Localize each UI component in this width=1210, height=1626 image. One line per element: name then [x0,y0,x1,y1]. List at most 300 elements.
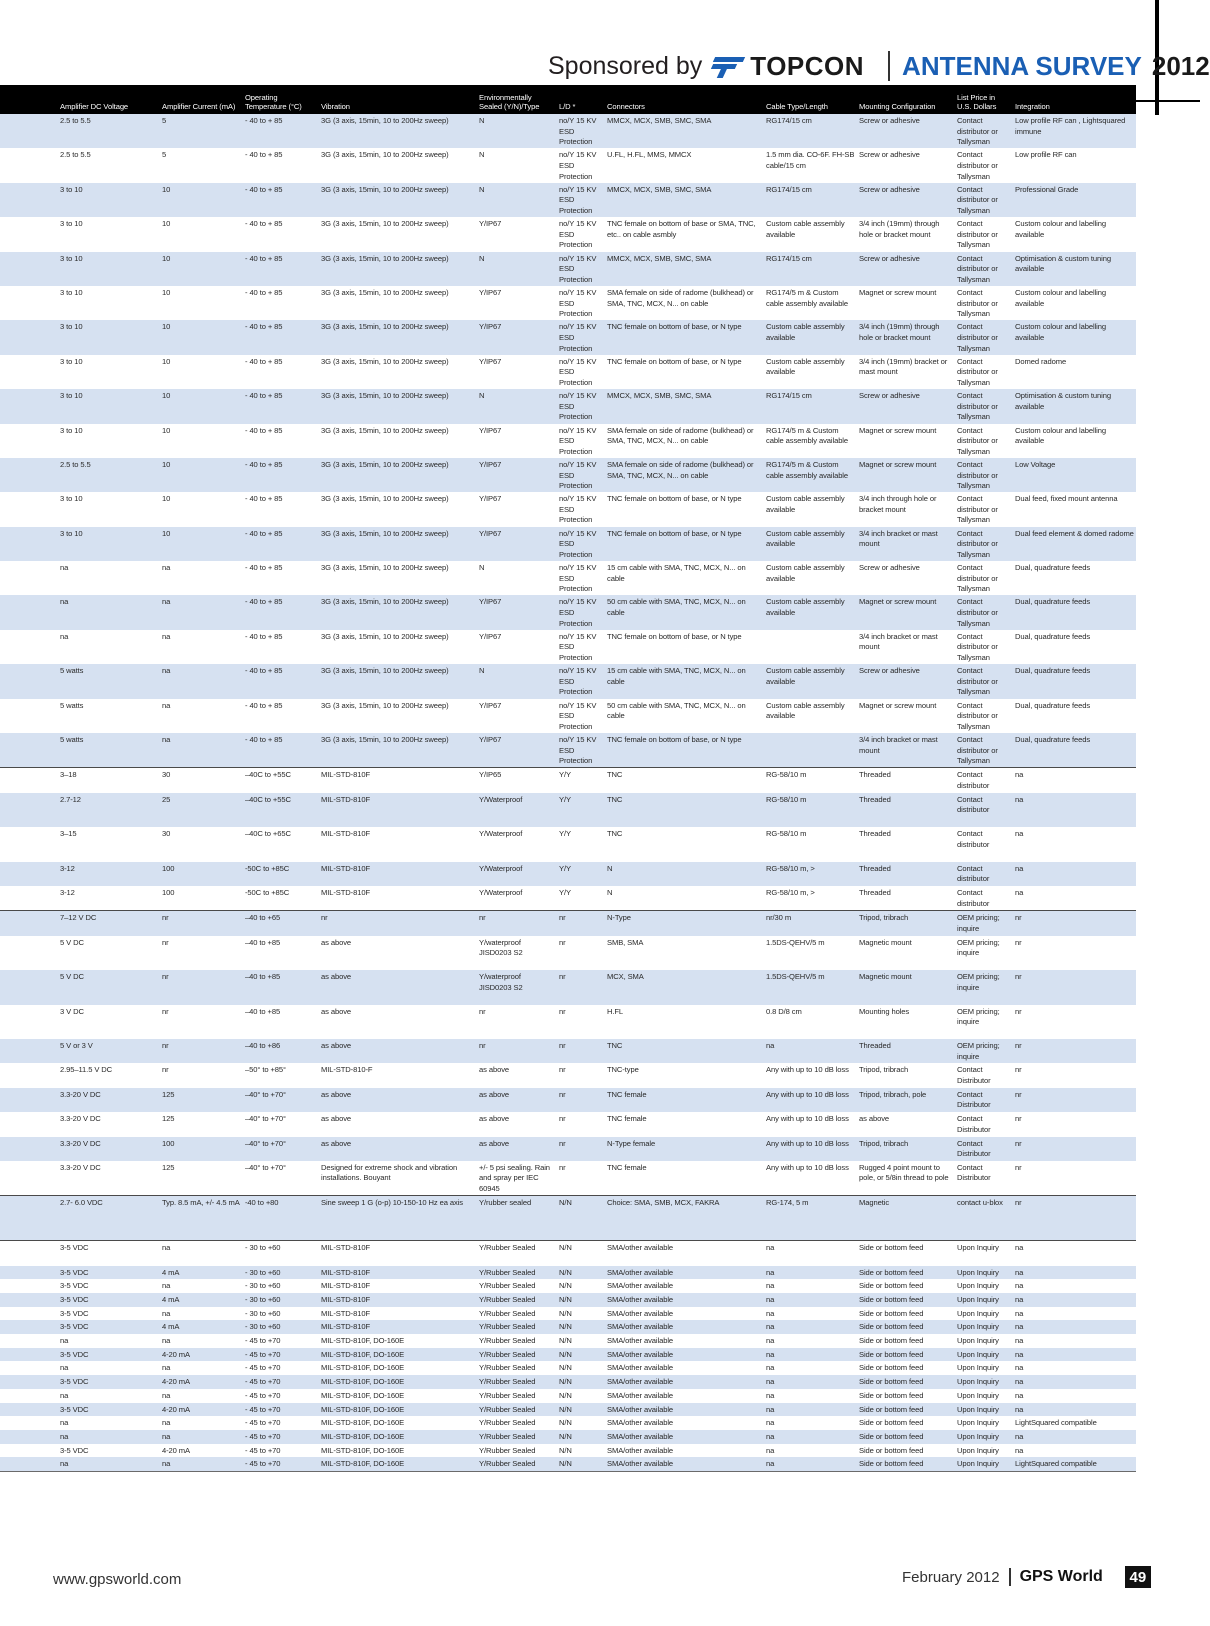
table-row [0,114,1136,148]
cell-list-price: Contact distributor or Tallysman [957,494,998,525]
cell-environmentally-sealed: Y/Rubber Sealed [477,1403,557,1417]
cell-ld: no/Y 15 KV ESD Protection [557,527,605,561]
cell-mounting: Rugged 4 point mount to pole, or 5/8in thread to pole [859,1162,949,1183]
cell-environmentally-sealed: +/- 5 psi sealing. Rain and spray per IEC 60945 [479,1162,550,1194]
cell-list-price: Contact distributor [957,829,990,849]
cell-integration: Custom colour and labelling available [1015,219,1107,239]
cell-environmentally-sealed: N [477,114,557,148]
cell-amplifier-current: 5 [162,150,167,160]
cell-environmentally-sealed: Y/IP67 [479,219,502,229]
cell-ld: no/Y 15 KV ESD Protection [559,425,597,456]
cell-environmentally-sealed: as above [477,1088,557,1112]
cell-mounting: Side or bottom feed [859,1363,924,1373]
cell-ld: N/N [557,1196,605,1241]
cell-environmentally-sealed: Y/Rubber Sealed [477,1320,557,1334]
cell-connectors: SMA/other available [607,1418,674,1428]
cell-amplifier-voltage: 3-12 [0,862,160,886]
cell-mounting: Tripod, tribrach [857,1137,955,1161]
cell-cable-type: 1.5DS-QEHV/5 m [764,970,857,1004]
cell-vibration: MIL-STD-810F, DO-160E [321,1336,405,1346]
cell-list-price: OEM pricing; inquire [955,970,1013,1004]
cell-ld: N/N [559,1281,572,1291]
cell-environmentally-sealed: Y/Rubber Sealed [479,1363,536,1373]
cell-vibration: 3G (3 axis, 15min, 10 to 200Hz sweep) [319,252,477,286]
survey-title: ANTENNA SURVEY [902,50,1142,81]
cell-vibration: 3G (3 axis, 15min, 10 to 200Hz sweep) [319,595,477,629]
cell-mounting: Side or bottom feed [859,1390,924,1400]
cell-mounting: Magnet or screw mount [859,700,937,710]
cell-cable-type: Custom cable assembly available [766,494,845,514]
cell-operating-temperature: - 30 to +60 [243,1241,319,1266]
cell-mounting: Tripod, tribrach [857,911,955,936]
cell-operating-temperature: - 40 to + 85 [245,425,283,435]
cell-amplifier-current: 30 [160,768,243,793]
cell-vibration: 3G (3 axis, 15min, 10 to 200Hz sweep) [321,356,449,366]
cell-environmentally-sealed: as above [477,1137,557,1161]
cell-vibration: 3G (3 axis, 15min, 10 to 200Hz sweep) [321,700,449,710]
cell-list-price: Contact distributor or Tallysman [955,183,1013,217]
cell-integration: Optimisation & custom tuning available [1013,252,1136,286]
cell-ld: no/Y 15 KV ESD Protection [557,733,605,768]
cell-integration: Dual, quadrature feeds [1013,664,1136,698]
cell-connectors: SMA/other available [607,1390,674,1400]
cell-operating-temperature: - 40 to + 85 [243,527,319,561]
cell-ld: no/Y 15 KV ESD Protection [559,563,597,594]
cell-list-price: Upon Inquiry [957,1445,999,1455]
cell-vibration: MIL-STD-810F, DO-160E [321,1418,405,1428]
cell-vibration: 3G (3 axis, 15min, 10 to 200Hz sweep) [321,150,449,160]
cell-environmentally-sealed: Y/IP67 [479,287,502,297]
cell-amplifier-voltage: na [60,1363,69,1373]
cell-integration: na [1013,862,1136,886]
cell-environmentally-sealed: Y/IP67 [477,458,557,492]
cell-mounting: Screw or adhesive [857,389,955,423]
cell-environmentally-sealed: Y/waterproof JISD0203 S2 [477,970,557,1004]
table-row [0,1444,1136,1458]
cell-amplifier-current: nr [160,911,243,936]
cell-operating-temperature: - 40 to + 85 [243,114,319,148]
cell-vibration: MIL-STD-810F, DO-160E [319,1348,477,1362]
table-row [0,911,1136,936]
cell-amplifier-current: nr [162,1065,169,1075]
table-row [0,1112,1136,1136]
cell-integration: nr [1013,1039,1136,1063]
cell-list-price: Contact distributor or Tallysman [957,700,998,731]
cell-cable-type: RG-58/10 m [766,829,807,839]
cell-amplifier-current: na [160,664,243,698]
cell-ld: Y/Y [559,829,571,839]
cell-ld: no/Y 15 KV ESD Protection [559,494,597,525]
cell-operating-temperature: –50° to +85° [245,1065,286,1075]
cell-list-price: Upon Inquiry [955,1457,1013,1471]
cell-integration: Dual, quadrature feeds [1015,631,1091,641]
cell-amplifier-current: na [162,1336,171,1346]
table-row [0,630,1136,664]
cell-connectors: SMA/other available [607,1336,674,1346]
table-row [0,320,1136,354]
cell-integration: na [1013,768,1136,793]
cell-amplifier-voltage: 3 to 10 [0,252,160,286]
cell-mounting: Screw or adhesive [857,664,955,698]
cell-amplifier-voltage: 5 V DC [60,937,84,947]
cell-integration: Custom colour and labelling available [1015,287,1107,308]
cell-cable-type: na [764,1430,857,1444]
cell-list-price: Contact Distributor [957,1114,991,1134]
cell-vibration: as above [319,1088,477,1112]
cell-environmentally-sealed: Y/Rubber Sealed [477,1457,557,1471]
cell-vibration: MIL-STD-810F [319,1241,477,1266]
cell-amplifier-voltage: 5 V DC [0,970,160,1004]
cell-list-price: contact u-blox [955,1196,1013,1241]
page-header [548,48,1210,84]
cell-environmentally-sealed: Y/waterproof JISD0203 S2 [479,937,523,958]
cell-cable-type: Any with up to 10 dB loss [764,1088,857,1112]
cell-list-price: Contact distributor or Tallysman [955,252,1013,286]
cell-connectors: SMA/other available [607,1281,674,1291]
cell-integration: Dual, quadrature feeds [1013,733,1136,768]
cell-mounting: Screw or adhesive [857,183,955,217]
cell-connectors: SMA female on side of radome (bulkhead) or SMA, TNC, MCX, N... on cable [605,458,764,492]
cell-integration: na [1013,1375,1136,1389]
cell-integration: Domed radome [1015,356,1067,366]
cell-amplifier-current: 5 [160,114,243,148]
cell-connectors: SMA/other available [605,1293,764,1307]
table-row [0,1161,1136,1196]
cell-amplifier-voltage: 3-5 VDC [60,1281,89,1291]
cell-cable-type: na [764,1266,857,1280]
cell-cable-type: RG174/5 m & Custom cable assembly available [764,458,857,492]
cell-amplifier-voltage: 3–18 [0,768,160,793]
cell-connectors: SMA/other available [607,1363,674,1373]
cell-vibration: as above [321,937,352,947]
topcon-wordmark: TOPCON [750,50,865,81]
cell-integration: Dual, quadrature feeds [1013,595,1136,629]
cell-mounting: Magnet or screw mount [859,425,937,435]
cell-vibration: Sine sweep 1 G (o-p) 10-150-10 Hz ea axis [319,1196,477,1241]
cell-amplifier-voltage: 3 to 10 [60,287,83,297]
cell-integration: Custom colour and labelling available [1013,320,1136,354]
cell-environmentally-sealed: Y/Rubber Sealed [477,1375,557,1389]
cell-connectors: MMCX, MCX, SMB, SMC, SMA [605,183,764,217]
cell-list-price: Upon Inquiry [955,1403,1013,1417]
cell-cable-type: RG174/15 cm [764,114,857,148]
cell-operating-temperature: - 40 to + 85 [243,733,319,768]
cell-list-price: Contact Distributor [957,1162,991,1183]
cell-mounting: Threaded [857,768,955,793]
cell-vibration: MIL-STD-810F, DO-160E [319,1375,477,1389]
cell-connectors: TNC female on bottom of base, or N type [605,733,764,768]
cell-connectors: TNC female on bottom of base, or N type [607,631,742,641]
page-number: 49 [1125,1566,1151,1588]
cell-ld: N/N [559,1445,572,1455]
cell-list-price: Upon Inquiry [957,1390,999,1400]
cell-amplifier-current: 10 [160,458,243,492]
cell-amplifier-current: 10 [160,320,243,354]
cell-environmentally-sealed: Y/Waterproof [479,887,523,897]
cell-vibration: as above [321,1006,352,1016]
cell-operating-temperature: - 40 to + 85 [243,252,319,286]
cell-mounting: Screw or adhesive [857,252,955,286]
cell-amplifier-current: 10 [162,494,171,504]
cell-vibration: 3G (3 axis, 15min, 10 to 200Hz sweep) [321,563,449,573]
cell-environmentally-sealed: Y/Rubber Sealed [479,1445,536,1455]
cell-mounting: Side or bottom feed [859,1445,924,1455]
cell-ld: nr [557,1088,605,1112]
cell-mounting: Magnet or screw mount [857,595,955,629]
cell-connectors: SMA/other available [605,1348,764,1362]
cell-operating-temperature: - 45 to +70 [245,1336,281,1346]
cell-ld: N/N [559,1308,572,1318]
cell-integration: na [1013,1430,1136,1444]
cell-vibration: 3G (3 axis, 15min, 10 to 200Hz sweep) [319,389,477,423]
table-row [0,936,1136,970]
cell-mounting: Magnetic mount [859,937,912,947]
cell-vibration: MIL-STD-810F [321,1308,371,1318]
sponsored-by-text: Sponsored by [548,51,703,80]
cell-environmentally-sealed: Y/Rubber Sealed [479,1336,536,1346]
cell-environmentally-sealed: nr [477,1039,557,1063]
cell-integration: Dual feed, fixed mount antenna [1015,494,1118,504]
cell-ld: no/Y 15 KV ESD Protection [557,458,605,492]
cell-vibration: MIL-STD-810F [319,862,477,886]
cell-vibration: 3G (3 axis, 15min, 10 to 200Hz sweep) [321,631,449,641]
cell-amplifier-voltage: na [0,1457,160,1471]
cell-list-price: Contact distributor [957,887,990,908]
cell-integration: Low profile RF can [1015,150,1077,160]
cell-amplifier-current: 4 mA [160,1320,243,1334]
cell-environmentally-sealed: N [477,252,557,286]
cell-ld: N/N [559,1418,572,1428]
table-row [0,1063,1136,1087]
cell-operating-temperature: - 40 to + 85 [245,150,283,160]
cell-list-price: Contact Distributor [955,1088,1013,1112]
cell-connectors: MMCX, MCX, SMB, SMC, SMA [605,114,764,148]
cell-integration: LightSquared compatible [1015,1418,1097,1428]
cell-amplifier-current: 25 [160,793,243,827]
cell-list-price: Contact distributor or Tallysman [955,595,1013,629]
cell-integration: Dual, quadrature feeds [1015,563,1091,573]
table-row [0,1348,1136,1362]
cell-ld: Y/Y [559,887,571,897]
cell-list-price: Contact Distributor [957,1065,991,1085]
cell-operating-temperature: –40 to +86 [243,1039,319,1063]
cell-amplifier-voltage: 3 to 10 [60,356,83,366]
col-header-integration: Integration [1013,85,1136,114]
cell-vibration: 3G (3 axis, 15min, 10 to 200Hz sweep) [319,320,477,354]
table-row [0,355,1136,389]
cell-cable-type: na [766,1390,775,1400]
cell-connectors: TNC-type [607,1065,639,1075]
cell-mounting: Side or bottom feed [859,1418,924,1428]
cell-cable-type: na [766,1336,775,1346]
cell-mounting: Threaded [857,793,955,827]
cell-amplifier-current: 100 [160,1137,243,1161]
table-row [0,1375,1136,1389]
cell-vibration: 3G (3 axis, 15min, 10 to 200Hz sweep) [321,425,449,435]
cell-integration: na [1013,1320,1136,1334]
cell-connectors: MMCX, MCX, SMB, SMC, SMA [605,252,764,286]
cell-environmentally-sealed: N [477,664,557,698]
col-header-amplifier-voltage: Amplifier DC Voltage [0,85,160,114]
cell-connectors: TNC female [607,1114,647,1124]
footer-divider [1009,1568,1011,1586]
cell-environmentally-sealed: N [477,183,557,217]
cell-amplifier-current: 4 mA [160,1266,243,1280]
cell-environmentally-sealed: Y/Rubber Sealed [477,1430,557,1444]
cell-amplifier-current: na [162,1390,171,1400]
cell-mounting: Mounting holes [859,1006,910,1016]
cell-mounting: Tripod, tribrach [859,1065,909,1075]
cell-environmentally-sealed: Y/IP67 [479,425,502,435]
cell-ld: N/N [557,1266,605,1280]
cell-connectors: SMA/other available [605,1266,764,1280]
table-row [0,1266,1136,1280]
cell-cable-type: 1.5 mm dia. CO-6F. FH-SB cable/15 cm [766,150,855,170]
cell-integration: na [1015,1336,1024,1346]
cell-list-price: Contact distributor or Tallysman [957,287,998,319]
table-row [0,827,1136,861]
cell-mounting: Side or bottom feed [857,1241,955,1266]
cell-environmentally-sealed: Y/Rubber Sealed [477,1348,557,1362]
cell-integration: nr [1015,1114,1022,1124]
table-row [0,886,1136,911]
cell-operating-temperature: - 40 to + 85 [243,320,319,354]
cell-amplifier-current: Typ. 8.5 mA, +/- 4.5 mA [160,1196,243,1241]
cell-mounting: Magnetic [857,1196,955,1241]
cell-operating-temperature: - 45 to +70 [245,1445,281,1455]
cell-list-price: Contact distributor or Tallysman [955,320,1013,354]
cell-operating-temperature: - 40 to + 85 [245,494,283,504]
cell-operating-temperature: –40 to +85 [245,1006,281,1016]
cell-integration: na [1015,1281,1024,1291]
table-row [0,1403,1136,1417]
cell-amplifier-voltage: 3–15 [60,829,77,839]
cell-integration: Dual feed element & domed radome [1013,527,1136,561]
cell-amplifier-current: na [162,1281,171,1291]
cell-amplifier-current: 10 [162,425,171,435]
cell-vibration: MIL-STD-810F [321,887,371,897]
cell-amplifier-voltage: 3-12 [60,887,75,897]
cell-ld: nr [557,1137,605,1161]
cell-vibration: MIL-STD-810F, DO-160E [319,1403,477,1417]
col-header-connectors: Connectors [605,85,764,114]
cell-cable-type: na [764,1348,857,1362]
cell-operating-temperature: - 40 to + 85 [245,356,283,366]
table-row [0,793,1136,827]
cell-mounting: as above [859,1114,890,1124]
cell-cable-type: RG174/5 m & Custom cable assembly available [766,425,849,446]
cell-amplifier-current: 4-20 mA [160,1403,243,1417]
cell-vibration: MIL-STD-810F, DO-160E [321,1445,405,1455]
cell-cable-type: na [766,1281,775,1291]
footer-magazine-name: GPS World [1019,1568,1103,1585]
cell-ld: N/N [557,1320,605,1334]
cell-mounting: Side or bottom feed [857,1375,955,1389]
cell-environmentally-sealed: Y/IP67 [477,527,557,561]
cell-ld: nr [559,937,566,947]
cell-ld: nr [557,970,605,1004]
cell-amplifier-voltage: 7–12 V DC [0,911,160,936]
cell-amplifier-current: nr [160,970,243,1004]
cell-integration: na [1015,1363,1024,1373]
cell-list-price: Upon Inquiry [957,1363,999,1373]
cell-cable-type [764,630,857,664]
cell-mounting: Side or bottom feed [857,1457,955,1471]
cell-vibration: nr [319,911,477,936]
header-divider [888,51,890,81]
cell-amplifier-voltage: 3 V DC [60,1006,84,1016]
cell-connectors: SMA female on side of radome (bulkhead) or SMA, TNC, MCX, N... on cable [607,425,754,446]
cell-operating-temperature: - 45 to +70 [245,1363,281,1373]
cell-vibration: MIL-STD-810F, DO-160E [319,1430,477,1444]
cell-mounting: Threaded [857,1039,955,1063]
cell-operating-temperature: - 40 to + 85 [245,563,283,573]
cell-operating-temperature: –40° to +70° [245,1162,286,1172]
cell-ld: N/N [557,1293,605,1307]
cell-operating-temperature: - 45 to +70 [245,1390,281,1400]
cell-operating-temperature: -40 to +80 [243,1196,319,1241]
cell-amplifier-voltage: 3 to 10 [0,183,160,217]
cell-list-price: Upon Inquiry [955,1293,1013,1307]
cell-amplifier-voltage: 3-5 VDC [0,1348,160,1362]
table-row [0,1430,1136,1444]
cell-operating-temperature: -50C to +85C [243,862,319,886]
cell-ld: no/Y 15 KV ESD Protection [557,114,605,148]
table-row [0,1307,1136,1321]
cell-ld: no/Y 15 KV ESD Protection [559,150,597,181]
cell-ld: N/N [559,1336,572,1346]
cell-ld: N/N [557,1457,605,1471]
cell-operating-temperature: - 45 to +70 [243,1457,319,1471]
cell-list-price: Upon Inquiry [957,1308,999,1318]
cell-operating-temperature: –40C to +55C [243,768,319,793]
table-row [0,1088,1136,1112]
cell-mounting: Side or bottom feed [857,1266,955,1280]
cell-mounting: Tripod, tribrach, pole [857,1088,955,1112]
cell-amplifier-voltage: 3 to 10 [0,527,160,561]
cell-connectors: TNC female on bottom of base, or N type [607,356,742,366]
cell-integration: nr [1015,1006,1022,1016]
cell-connectors: Choice: SMA, SMB, MCX, FAKRA [605,1196,764,1241]
cell-amplifier-voltage: 5 V or 3 V [0,1039,160,1063]
table-row [0,148,1136,182]
cell-amplifier-voltage: 3 to 10 [60,425,83,435]
table-row [0,217,1136,251]
cell-operating-temperature: - 40 to + 85 [243,183,319,217]
cell-cable-type: RG174/15 cm [764,183,857,217]
cell-list-price: Contact distributor [955,793,1013,827]
cell-operating-temperature: –40° to +70° [245,1114,286,1124]
cell-integration: Custom colour and labelling available [1015,425,1107,446]
cell-ld: no/Y 15 KV ESD Protection [559,287,597,319]
cell-cable-type: RG174/15 cm [764,389,857,423]
cell-amplifier-voltage: 5 watts [0,733,160,768]
cell-operating-temperature: –40° to +70° [243,1137,319,1161]
cell-cable-type: RG-58/10 m, > [766,887,815,897]
cell-vibration: MIL-STD-810F [319,1293,477,1307]
table-row [0,1196,1136,1241]
cell-amplifier-current: na [162,1363,171,1373]
cell-connectors: TNC [605,793,764,827]
cell-cable-type: nr/30 m [764,911,857,936]
cell-connectors: SMA/other available [605,1241,764,1266]
cell-operating-temperature: - 40 to + 85 [243,595,319,629]
cell-amplifier-voltage: 3.3-20 V DC [60,1114,101,1124]
table-row [0,1320,1136,1334]
cell-vibration: MIL-STD-810F [319,1266,477,1280]
cell-list-price: Upon Inquiry [957,1281,999,1291]
cell-integration: Professional Grade [1013,183,1136,217]
